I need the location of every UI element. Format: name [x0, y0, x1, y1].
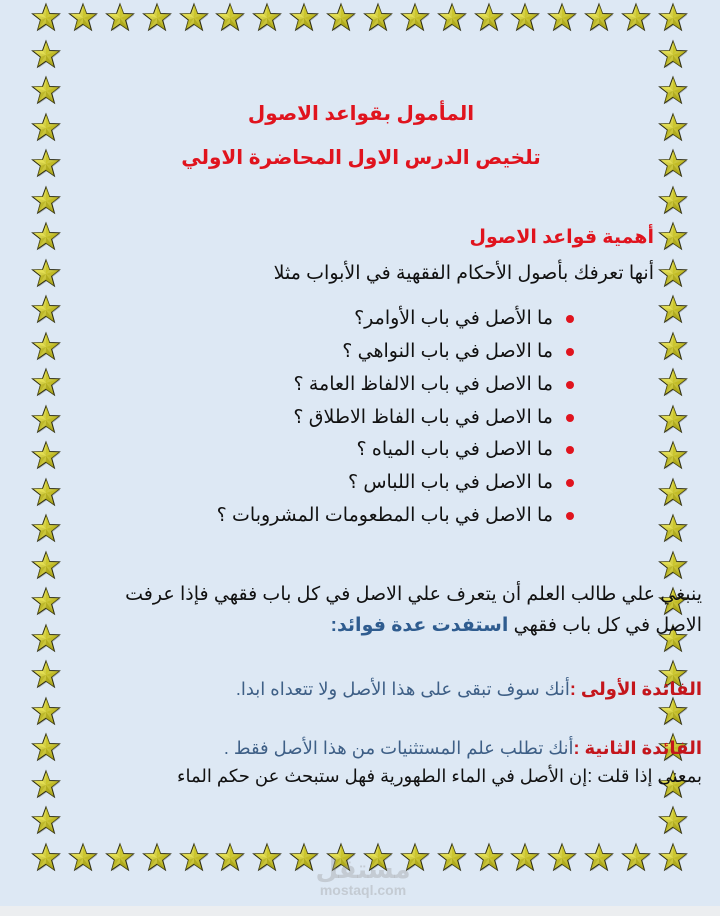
star-icon — [30, 477, 62, 509]
list-item — [354, 307, 574, 330]
intro-text: أنها تعرفك بأصول الأحكام الفقهية في الأبواب مثلا — [273, 263, 654, 284]
star-icon — [473, 842, 505, 874]
bullet-icon — [566, 348, 574, 356]
bullet-icon — [566, 381, 574, 389]
document-subtitle: تلخيص الدرس الاول المحاضرة الاولي — [181, 147, 541, 169]
star-icon — [657, 440, 689, 472]
star-icon — [30, 185, 62, 217]
star-icon — [657, 112, 689, 144]
list-item — [342, 340, 574, 363]
star-icon — [657, 805, 689, 837]
star-icon — [141, 842, 173, 874]
section-heading: أهمية قواعد الاصول — [469, 227, 654, 248]
star-icon — [30, 367, 62, 399]
star-icon — [214, 842, 246, 874]
star-icon — [657, 331, 689, 363]
star-icon — [30, 331, 62, 363]
watermark-arabic: مستقل — [315, 854, 411, 884]
star-icon — [30, 2, 62, 34]
list-item — [348, 471, 574, 494]
paragraph-line-2 — [331, 614, 702, 637]
bullet-icon — [566, 479, 574, 487]
paragraph-emphasis: استفدت عدة فوائد: — [330, 615, 509, 636]
star-icon — [67, 842, 99, 874]
star-icon — [362, 2, 394, 34]
star-icon — [657, 367, 689, 399]
bullet-icon — [566, 315, 574, 323]
star-icon — [214, 2, 246, 34]
star-icon — [30, 550, 62, 582]
watermark — [308, 856, 418, 898]
star-icon — [67, 2, 99, 34]
star-icon — [30, 440, 62, 472]
star-icon — [288, 2, 320, 34]
question-text: ما الاصل في باب المياه ؟ — [356, 439, 553, 460]
star-icon — [546, 842, 578, 874]
star-icon — [30, 586, 62, 618]
star-icon — [30, 39, 62, 71]
star-icon — [657, 696, 689, 728]
star-icon — [178, 842, 210, 874]
star-icon — [251, 2, 283, 34]
bullet-icon — [566, 414, 574, 422]
star-icon — [30, 221, 62, 253]
star-icon — [30, 805, 62, 837]
question-text: ما الاصل في باب النواهي ؟ — [342, 341, 553, 362]
star-icon — [30, 404, 62, 436]
star-icon — [30, 623, 62, 655]
document-title: المأمول بقواعد الاصول — [247, 103, 475, 125]
star-icon — [30, 258, 62, 290]
question-text: ما الاصل في باب المطعومات المشروبات ؟ — [216, 505, 553, 526]
star-icon — [657, 221, 689, 253]
bullet-icon — [566, 446, 574, 454]
example-line: بمعنى إذا قلت :إن الأصل في الماء الطهورية فهل ستبحث عن حكم الماء — [177, 766, 702, 786]
benefit-2-text: أنك تطلب علم المستثنيات من هذا الأصل فقط . — [223, 738, 574, 758]
star-icon — [546, 2, 578, 34]
star-icon — [657, 294, 689, 326]
bottom-strip — [0, 906, 720, 916]
star-icon — [657, 75, 689, 107]
question-text: ما الاصل في باب الفاظ الاطلاق ؟ — [293, 407, 553, 428]
star-icon — [30, 112, 62, 144]
star-icon — [657, 550, 689, 582]
question-text: ما الاصل في باب الالفاظ العامة ؟ — [293, 374, 553, 395]
star-icon — [657, 842, 689, 874]
star-icon — [509, 2, 541, 34]
star-icon — [657, 148, 689, 180]
list-item — [217, 504, 574, 527]
benefit-1-label: الفائدة الأولى : — [569, 679, 702, 699]
star-icon — [473, 2, 505, 34]
star-icon — [657, 477, 689, 509]
benefit-2-label: الفائدة الثانية : — [573, 738, 702, 758]
watermark-latin: mostaql.com — [319, 882, 407, 898]
star-icon — [30, 842, 62, 874]
star-icon — [30, 769, 62, 801]
star-icon — [657, 513, 689, 545]
question-text: ما الاصل في باب اللباس ؟ — [347, 472, 553, 493]
star-icon — [141, 2, 173, 34]
list-item — [357, 438, 575, 461]
star-icon — [30, 148, 62, 180]
star-icon — [583, 842, 615, 874]
paragraph-plain: الاصل في كل باب فقهي — [508, 615, 702, 636]
star-icon — [104, 2, 136, 34]
star-icon — [657, 2, 689, 34]
star-icon — [657, 258, 689, 290]
benefit-1-text: أنك سوف تبقى على هذا الأصل ولا تتعداه ابدا. — [235, 679, 570, 699]
star-icon — [436, 2, 468, 34]
star-icon — [325, 2, 357, 34]
star-icon — [178, 2, 210, 34]
star-icon — [30, 75, 62, 107]
star-icon — [251, 842, 283, 874]
benefit-1 — [236, 679, 702, 700]
star-icon — [436, 842, 468, 874]
star-icon — [620, 2, 652, 34]
star-icon — [399, 2, 431, 34]
star-icon — [30, 696, 62, 728]
star-icon — [657, 404, 689, 436]
star-icon — [30, 659, 62, 691]
paragraph-line-1: ينبغي علي طالب العلم أن يتعرف علي الاصل في كل باب فقهي فإذا عرفت — [125, 584, 702, 605]
benefit-2 — [224, 738, 702, 759]
star-icon — [30, 513, 62, 545]
list-item — [293, 406, 574, 429]
star-icon — [509, 842, 541, 874]
star-icon — [583, 2, 615, 34]
star-icon — [30, 294, 62, 326]
star-icon — [620, 842, 652, 874]
star-icon — [657, 39, 689, 71]
question-text: ما الأصل في باب الأوامر؟ — [354, 308, 553, 329]
list-item — [293, 373, 574, 396]
star-icon — [104, 842, 136, 874]
bullet-icon — [566, 512, 574, 520]
star-icon — [657, 185, 689, 217]
star-icon — [30, 732, 62, 764]
